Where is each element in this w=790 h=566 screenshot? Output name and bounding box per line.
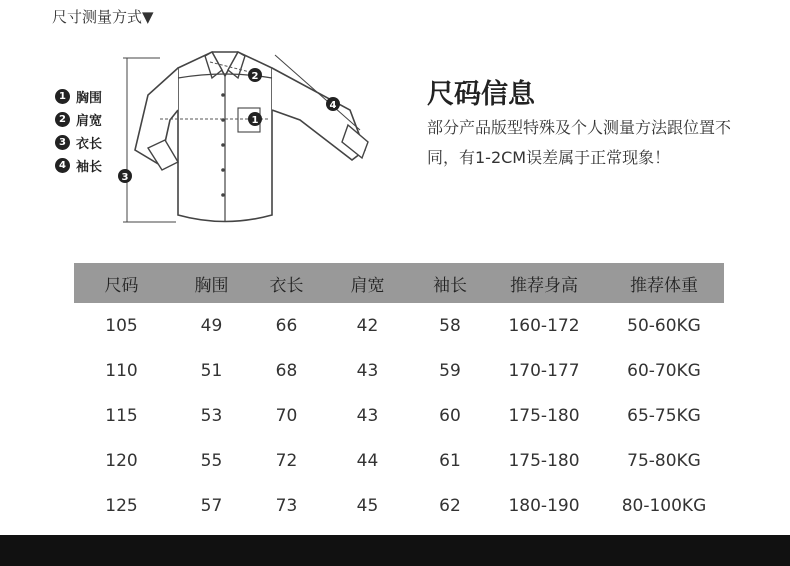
- table-cell: 73: [275, 495, 298, 516]
- legend-item-length: [55, 131, 102, 154]
- legend-label: 肩宽: [76, 114, 103, 129]
- size-info-title: 尺码信息: [427, 79, 535, 110]
- legend-label: 袖长: [76, 160, 103, 175]
- diagram-mark-3: [118, 169, 132, 183]
- table-cell: 62: [439, 495, 461, 516]
- legend-item-shoulder: [55, 108, 102, 131]
- legend-label: 衣长: [76, 137, 103, 152]
- table-cell: 160-172: [508, 315, 580, 336]
- table-cell: 120: [105, 450, 138, 471]
- table-cell: 49: [200, 315, 223, 336]
- table-row: [74, 438, 724, 483]
- table-cell: 175-180: [508, 405, 580, 426]
- header-weight: 推荐体重: [604, 263, 724, 303]
- legend-number: 2: [55, 112, 70, 127]
- table-row: [74, 303, 724, 348]
- table-cell: 58: [439, 315, 461, 336]
- legend-label: 胸围: [76, 91, 103, 106]
- table-cell: 75-80KG: [627, 450, 701, 471]
- table-cell: 70: [275, 405, 298, 426]
- table-cell: 125: [105, 495, 138, 516]
- table-cell: 43: [356, 360, 379, 381]
- svg-text:4: 4: [329, 100, 337, 111]
- svg-text:2: 2: [251, 71, 259, 82]
- table-cell: 170-177: [508, 360, 580, 381]
- diagram-mark-1: [248, 112, 262, 126]
- table-cell: 115: [105, 405, 138, 426]
- table-cell: 59: [439, 360, 461, 381]
- table-cell: 55: [200, 450, 223, 471]
- legend-item-chest: [55, 85, 102, 108]
- size-info-description: 部分产品版型特殊及个人测量方法跟位置不同，有1-2CM误差属于正常现象！: [427, 118, 732, 167]
- header-size: 尺码: [74, 263, 169, 303]
- table-header-row: [74, 263, 724, 303]
- table-cell: 175-180: [508, 450, 580, 471]
- table-cell: 110: [105, 360, 138, 381]
- header-sleeve: 袖长: [416, 263, 484, 303]
- table-cell: 60: [439, 405, 461, 426]
- table-cell: 66: [275, 315, 298, 336]
- table-cell: 65-75KG: [627, 405, 701, 426]
- table-cell: 60-70KG: [627, 360, 701, 381]
- legend-number: 4: [55, 158, 70, 173]
- header-length: 衣长: [254, 263, 319, 303]
- header-chest: 胸围: [169, 263, 254, 303]
- legend-number: 1: [55, 89, 70, 104]
- svg-text:1: 1: [251, 115, 259, 126]
- table-row: [74, 348, 724, 393]
- header-shoulder: 肩宽: [319, 263, 416, 303]
- table-cell: 68: [275, 360, 298, 381]
- table-cell: 42: [356, 315, 379, 336]
- table-cell: 53: [200, 405, 223, 426]
- table-cell: 43: [356, 405, 379, 426]
- diagram-mark-2: [248, 68, 262, 82]
- table-cell: 105: [105, 315, 138, 336]
- legend-item-sleeve: [55, 154, 102, 177]
- table-cell: 180-190: [508, 495, 580, 516]
- diagram-mark-4: [326, 97, 340, 111]
- table-cell: 51: [200, 360, 223, 381]
- size-table: [74, 263, 724, 528]
- measurement-legend: [55, 85, 102, 177]
- table-row: [74, 483, 724, 528]
- measurement-method-title: 尺寸测量方式▼: [52, 8, 154, 26]
- table-row: [74, 393, 724, 438]
- table-cell: 50-60KG: [627, 315, 701, 336]
- table-cell: 72: [275, 450, 298, 471]
- bottom-bar: [0, 535, 790, 566]
- table-cell: 80-100KG: [621, 495, 707, 516]
- svg-text:3: 3: [121, 172, 129, 183]
- table-cell: 61: [439, 450, 461, 471]
- legend-number: 3: [55, 135, 70, 150]
- table-cell: 57: [200, 495, 223, 516]
- header-height: 推荐身高: [484, 263, 604, 303]
- table-cell: 45: [356, 495, 379, 516]
- table-cell: 44: [356, 450, 379, 471]
